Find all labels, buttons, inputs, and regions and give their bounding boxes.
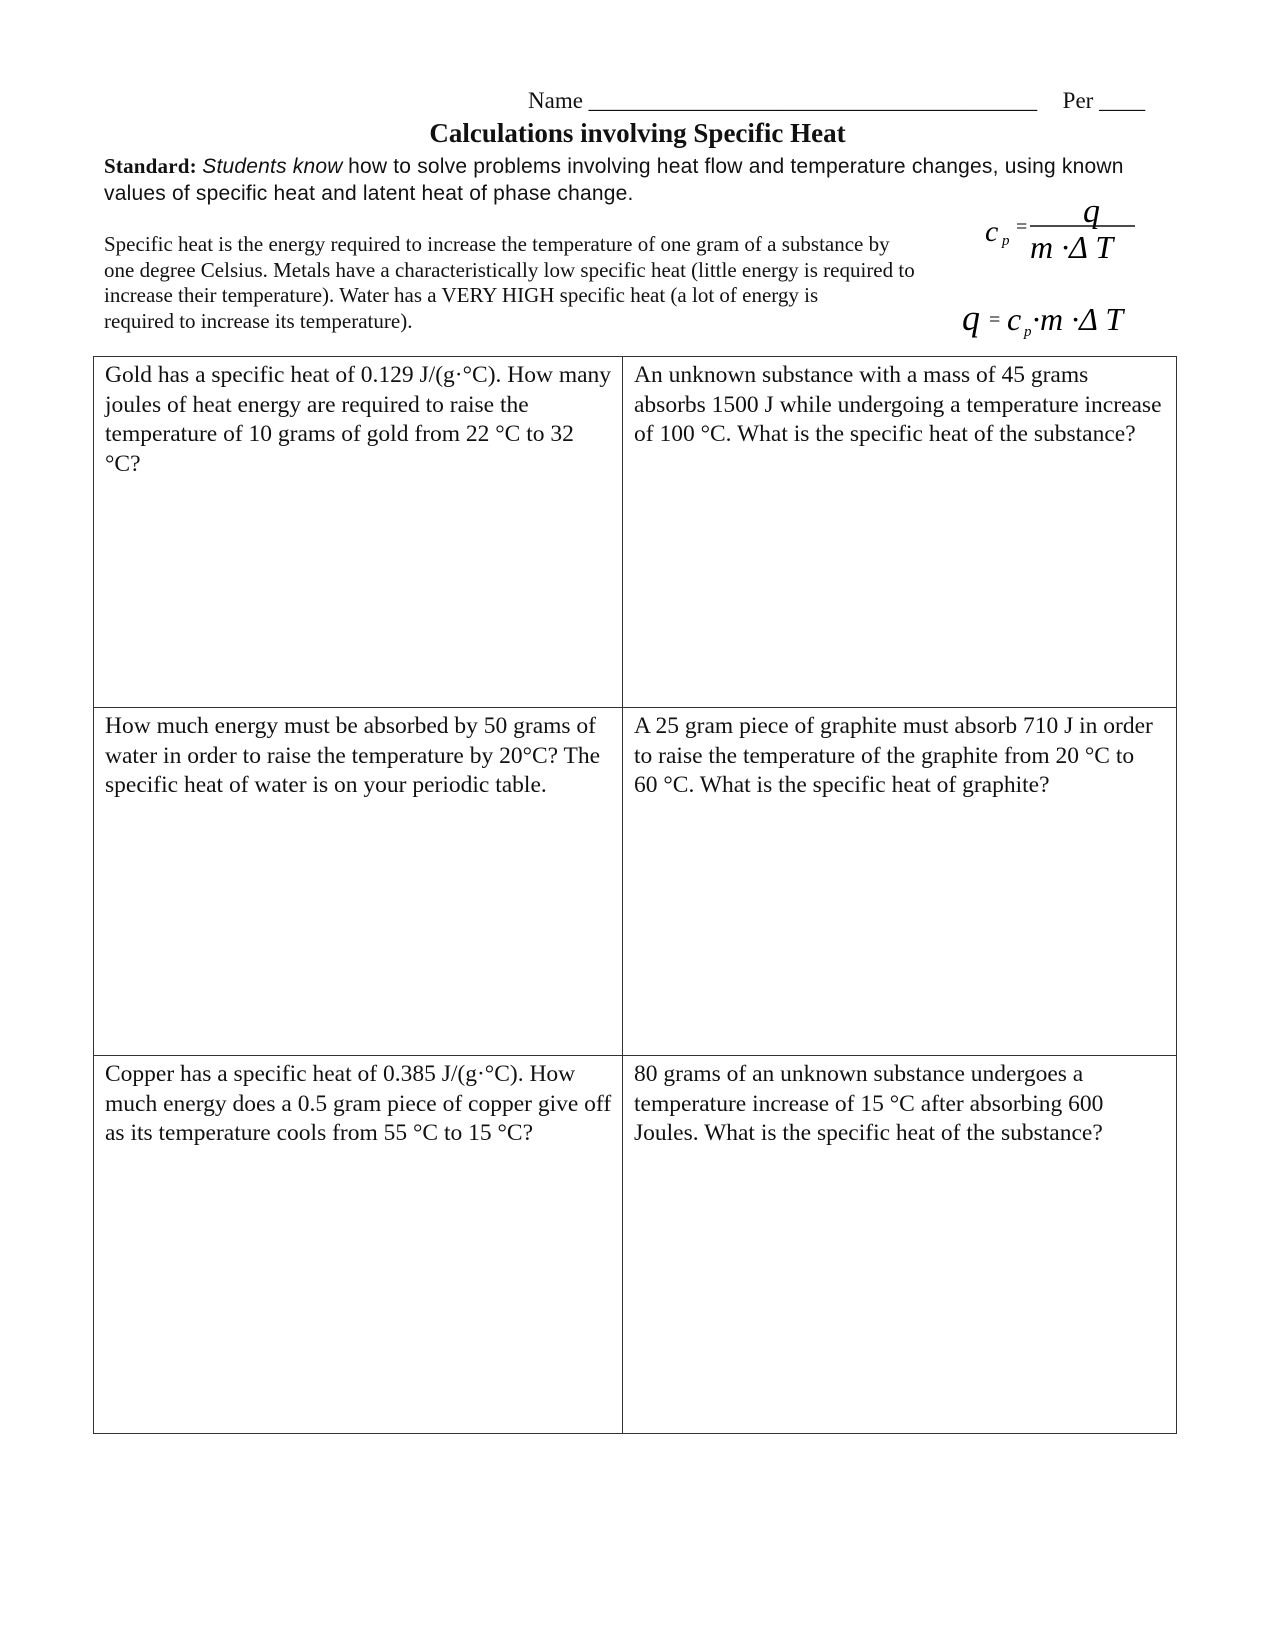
problem-text: A 25 gram piece of graphite must absorb 710 J in order to raise the temperature of the graphite from 20 °C to 60 °C. What is the specific heat of graphite? [634,713,1153,798]
equals-sign: = [989,309,1001,331]
intro-paragraph [104,232,994,334]
cp-subscript: p [1002,233,1010,249]
problem-box[interactable] [623,1055,1176,1433]
problem-text: An unknown substance with a mass of 45 grams absorbs 1500 J while undergoing a temperature increase of 100 °C. What is the specific heat of the substance? [634,362,1162,447]
equation-rest: ·m ·Δ T [1032,301,1124,337]
heat-equation [962,300,1162,346]
problem-text: Copper has a specific heat of 0.385 J/(g·°C). How much energy does a 0.5 gram piece of copper give off as its temperature cools from 55 °C to 15 °C? [105,1061,612,1146]
standard-italic-text: Students know [202,155,343,178]
intro-line: required to increase its temperature). [104,308,413,333]
problem-box[interactable] [94,357,623,707]
problem-box[interactable] [94,707,623,1055]
numerator-q: q [1083,196,1100,230]
name-blank[interactable]: _______________________________________ [588,88,1038,113]
standard-label: Standard: [104,154,197,178]
problem-box[interactable] [94,1055,623,1433]
problem-text: Gold has a specific heat of 0.129 J/(g·°C). How many joules of heat energy are required to raise the temperature of 10 grams of gold from 22 °C to 32 °C? [105,362,612,477]
intro-line: Specific heat is the energy required to increase the temperature of one gram of a substance by [104,232,890,256]
denominator: m ·Δ T [1030,229,1114,265]
problem-text: How much energy must be absorbed by 50 grams of water in order to raise the temperature by 20°C? The specific heat of water is on your periodic table. [105,713,601,798]
equals-sign: = [1016,216,1028,238]
cp-subscript: p [1024,324,1032,340]
q-symbol: q [962,300,980,338]
name-label: Name [528,88,583,113]
cp-symbol: c [985,215,999,248]
problems-grid [93,356,1177,1434]
problem-box[interactable] [623,707,1176,1055]
intro-line: increase their temperature). Water has a VERY HIGH specific heat (a lot of energy is [104,283,819,307]
name-per-line [528,88,1145,114]
page-title: Calculations involving Specific Heat [429,118,846,148]
per-blank[interactable]: ____ [1099,88,1146,113]
problem-box[interactable] [623,357,1176,707]
specific-heat-formula [985,196,1165,276]
per-label: Per [1062,88,1094,113]
standard-text: how to solve problems involving heat flow and temperature changes, using known values of specific heat and latent heat of phase change. [104,155,1124,205]
problem-text: 80 grams of an unknown substance undergoes a temperature increase of 15 °C after absorbing 600 Joules. What is the specific heat of the substance? [634,1061,1104,1146]
c-symbol: c [1007,301,1022,337]
intro-line: one degree Celsius. Metals have a characteristically low specific heat (little energy is required to [104,257,915,282]
